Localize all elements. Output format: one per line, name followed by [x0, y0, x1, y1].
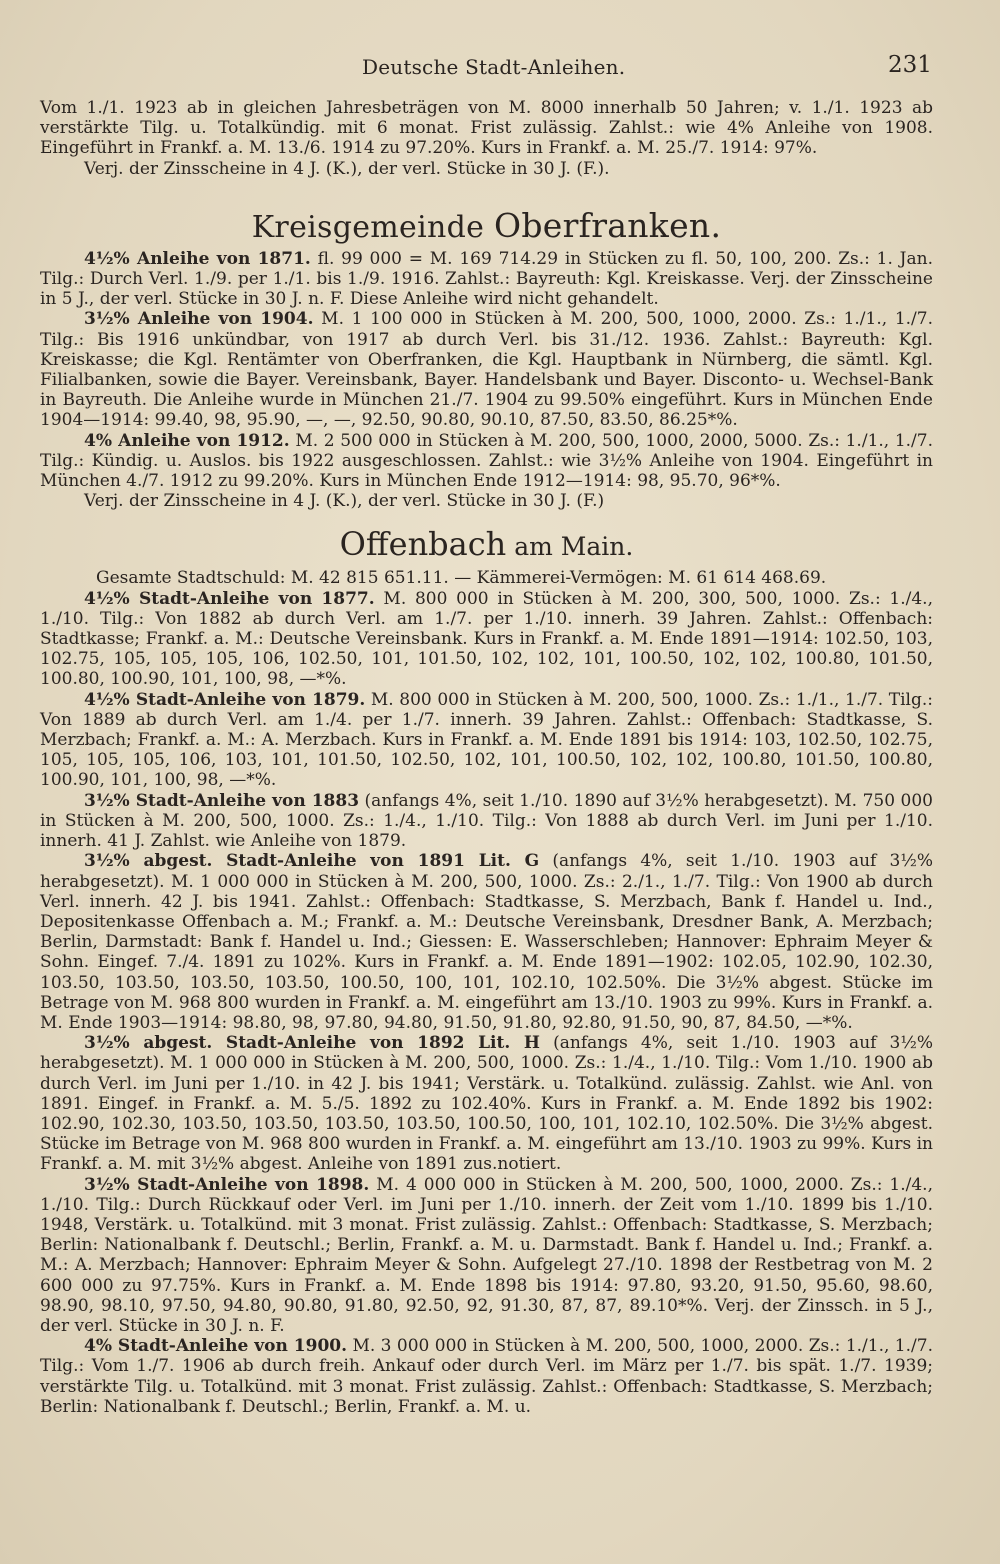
bond-text: M. 800 000 in Stücken à M. 200, 500, 1000. Zs.: 1./1., 1./7. Tilg.: Von 1889 ab durch Verl. am 1./4. per 1./7. innerh. 39 Jahren. Zahlst.: Offenbach: Stadtkasse, S. Merzbach; Frankf. a. M.: A. Merzbach. Kurs in Frankf. a. M. Ende 1891 bis 1914: 103, 102.50, 102.75, 105, 105, 105, 106, 103, 101, 101.50, 102.50, 102, 101, 100.50, 102, 102, 100.80, 101.50, 100.80, 100.90, 101, 100, 98, —*%.: [40, 689, 933, 791]
bond-text: fl. 99 000 = M. 169 714.29 in Stücken zu fl. 50, 100, 200. Zs.: 1. Jan. Tilg.: Durch Verl. 1./9. per 1./1. bis 1./9. 1916. Zahlst.: Bayreuth: Kgl. Kreiskasse. Verj. der Zinsscheine in 5 J., der verl. Stücke in 30 J. n. F. Diese Anleihe wird nicht gehandelt.: [40, 248, 933, 310]
bond-entry: [40, 309, 933, 430]
bond-entry: [40, 851, 933, 1033]
bond-text: (anfangs 4%, seit 1./10. 1903 auf 3½% herabgesetzt). M. 1 000 000 in Stücken à M. 200, 500, 1000. Zs.: 2./1., 1./7. Tilg.: Von 1900 ab durch Verl. innerh. 42 J. bis 1941. Zahlst.: Offenbach: Stadtkasse, S. Merzbach, Bank f. Handel u. Ind., Depositenkasse Offenbach a. M.; Frankf. a. M.: Deutsche Vereinsbank, Dresdner Bank, A. Merzbach; Berlin, Darmstadt: Bank f. Handel u. Ind.; Giessen: E. Wasserschleben; Hannover: Ephraim Meyer & Sohn. Eingef. 7./4. 1891 zu 102%. Kurs in Frankf. a. M. Ende 1891—1902: 102.05, 102.90, 102.30, 103.50, 103.50, 103.50, 103.50, 100.50, 100, 101, 102.10, 102.50%. Die 3½% abgest. Stücke im Betrage von M. 968 800 wurden in Frankf. a. M. eingeführt am 13./10. 1903 zu 99%. Kurs in Frankf. a. M. Ende 1903—1914: 98.80, 98, 97.80, 94.80, 91.50, 91.80, 92.80, 91.50, 90, 87, 84.50, —*%.: [40, 851, 933, 1033]
bond-text: M. 2 500 000 in Stücken à M. 200, 500, 1000, 2000, 5000. Zs.: 1./1., 1./7. Tilg.: Kündig. u. Auslos. bis 1922 ausgeschlossen. Zahlst.: wie 3½% Anleihe von 1904. Eingeführt in München 4./7. 1912 zu 99.20%. Kurs in München Ende 1912—1914: 98, 95.70, 96*%.: [40, 430, 933, 492]
bond-heading: 4½% Stadt-Anleihe von 1879.: [84, 689, 366, 710]
bond-text: M. 800 000 in Stücken à M. 200, 300, 500, 1000. Zs.: 1./4., 1./10. Tilg.: Von 1882 ab durch Verl. am 1./7. per 1./10. innerh. 39 Jahren. Zahlst.: Offenbach: Stadtkasse; Frankf. a. M.: Deutsche Vereinsbank. Kurs in Frankf. a. M. Ende 1891—1914: 102.50, 103, 102.75, 105, 105, 105, 106, 102.50, 101, 101.50, 102, 102, 101, 100.50, 102, 102, 100.80, 101.50, 100.80, 100.90, 101, 100, 98, —*%.: [40, 588, 933, 690]
section-title-part: Offenbach: [339, 525, 507, 564]
bond-entry: [40, 589, 933, 690]
bond-entry: [40, 791, 933, 852]
bond-heading: 3½% Stadt-Anleihe von 1898.: [84, 1174, 370, 1195]
intro-paragraph: Vom 1./1. 1923 ab in gleichen Jahresbeträgen von M. 8000 innerhalb 50 Jahren; v. 1./1. 1923 ab verstärkte Tilg. u. Totalkündig. mit 6 monat. Frist zulässig. Zahlst.: wie 4% Anleihe von 1908. Eingeführt in Frankf. a. M. 13./6. 1914 zu 97.20%. Kurs in Frankf. a. M. 25./7. 1914: 97%.: [40, 98, 933, 159]
bond-text: M. 4 000 000 in Stücken à M. 200, 500, 1000, 2000. Zs.: 1./4., 1./10. Tilg.: Durch Rückkauf oder Verl. im Juni per 1./10. innerh. der Zeit vom 1./10. 1899 bis 1./10. 1948, Verstärk. u. Totalkünd. mit 3 monat. Frist zulässig. Zahlst.: Offenbach: Stadtkasse, S. Merzbach; Berlin: Nationalbank f. Deutschl.; Berlin, Frankf. a. M. u. Darmstadt. Bank f. Handel u. Ind.; Frankf. a. M.: A. Merzbach; Hannover: Ephraim Meyer & Sohn. Aufgelegt 27./10. 1898 der Restbetrag von M. 2 600 000 zu 97.75%. Kurs in Frankf. a. M. Ende 1898 bis 1914: 97.80, 93.20, 91.50, 95.60, 98.60, 98.90, 98.10, 97.50, 94.80, 90.80, 91.80, 92.50, 92, 91.30, 87, 87, 89.10*%. Verj. der Zinssch. in 5 J., der verl. Stücke in 30 J. n. F.: [40, 1174, 933, 1336]
bond-heading: 4% Anleihe von 1912.: [84, 430, 290, 451]
intro-verjaehrung: Verj. der Zinsscheine in 4 J. (K.), der verl. Stücke in 30 J. (F.).: [84, 158, 610, 179]
page-number: 231: [888, 52, 932, 78]
bond-text: (anfangs 4%, seit 1./10. 1903 auf 3½% herabgesetzt). M. 1 000 000 in Stücken à M. 200, 500, 1000. Zs.: 1./4., 1./10. Tilg.: Vom 1./10. 1900 ab durch Verl. im Juni per 1./10. in 42 J. bis 1941; Verstärk. u. Totalkünd. zulässig. Zahlst. wie Anl. von 1891. Eingef. in Frankf. a. M. 5./5. 1892 zu 102.40%. Kurs in Frankf. a. M. Ende 1892 bis 1902: 102.90, 102.30, 103.50, 103.50, 103.50, 103.50, 100.50, 100, 101, 102.10, 102.50%. Die 3½% abgest. Stücke im Betrage von M. 968 800 wurden in Frankf. a. M. eingeführt am 13./10. 1903 zu 99%. Kurs in Frankf. a. M. mit 3½% abgest. Anleihe von 1891 zus.notiert.: [40, 1033, 933, 1175]
section-title-offenbach: [40, 527, 933, 564]
page-body: [40, 98, 933, 1417]
bond-entry: [40, 1175, 933, 1337]
section-title-oberfranken: [40, 205, 933, 245]
section-title-part: am Main.: [506, 532, 634, 562]
bond-heading: 4½% Stadt-Anleihe von 1877.: [84, 588, 375, 609]
bond-heading: 3½% Anleihe von 1904.: [84, 309, 314, 330]
bond-heading: 3½% Stadt-Anleihe von 1883: [84, 790, 360, 811]
section-title-part: Oberfranken.: [494, 205, 722, 245]
bond-heading: 3½% abgest. Stadt-Anleihe von 1892 Lit. H: [84, 1033, 540, 1054]
bond-text: (anfangs 4%, seit 1./10. 1890 auf 3½% herabgesetzt). M. 750 000 in Stücken à M. 200, 500, 1000. Zs.: 1./4., 1./10. Tilg.: Von 1888 ab durch Verl. im Juni per 1./10. innerh. 41 J. Zahlst. wie Anleihe von 1879.: [40, 790, 933, 852]
page-header: [0, 52, 1000, 82]
section-footer-verjaehrung: Verj. der Zinsscheine in 4 J. (K.), der verl. Stücke in 30 J. (F.): [84, 491, 605, 512]
bond-text: M. 3 000 000 in Stücken à M. 200, 500, 1000, 2000. Zs.: 1./1., 1./7. Tilg.: Vom 1./7. 1906 ab durch freih. Ankauf oder durch Verl. im März per 1./7. bis spät. 1./7. 1939; verstärkte Tilg. u. Totalkünd. mit 3 monat. Frist zulässig. Zahlst.: Offenbach: Stadtkasse, S. Merzbach; Berlin: Nationalbank f. Deutschl.; Berlin, Frankf. a. M. u.: [40, 1336, 933, 1417]
bond-text: M. 1 100 000 in Stücken à M. 200, 500, 1000, 2000. Zs.: 1./1., 1./7. Tilg.: Bis 1916 unkündbar, von 1917 ab durch Verl. bis 31./12. 1936. Zahlst.: Bayreuth: Kgl. Kreiskasse; die Kgl. Rentämter von Oberfranken, die Kgl. Hauptbank in Nürnberg, die sämtl. Kgl. Filialbanken, sowie die Bayer. Vereinsbank, Bayer. Handelsbank und Bayer. Disconto- u. Wechsel-Bank in Bayreuth. Die Anleihe wurde in München 21./7. 1904 zu 99.50% eingeführt. Kurs in München Ende 1904—1914: 99.40, 98, 95.90, —, —, 92.50, 90.80, 90.10, 87.50, 83.50, 86.25*%.: [40, 309, 933, 431]
debt-summary: Gesamte Stadtschuld: M. 42 815 651.11. — Kämmerei-Vermögen: M. 61 614 468.69.: [96, 568, 827, 589]
running-head: Deutsche Stadt-Anleihen.: [362, 55, 626, 79]
bond-heading: 4% Stadt-Anleihe von 1900.: [84, 1336, 348, 1357]
section-title-part: Kreisgemeinde: [251, 209, 494, 245]
bond-entry: [40, 690, 933, 791]
bond-entry: [40, 431, 933, 492]
bond-heading: 4½% Anleihe von 1871.: [84, 248, 311, 269]
bond-entry: [40, 1033, 933, 1174]
bond-entry: [40, 1336, 933, 1417]
bond-heading: 3½% abgest. Stadt-Anleihe von 1891 Lit. G: [84, 851, 540, 872]
bond-entry: [40, 249, 933, 310]
